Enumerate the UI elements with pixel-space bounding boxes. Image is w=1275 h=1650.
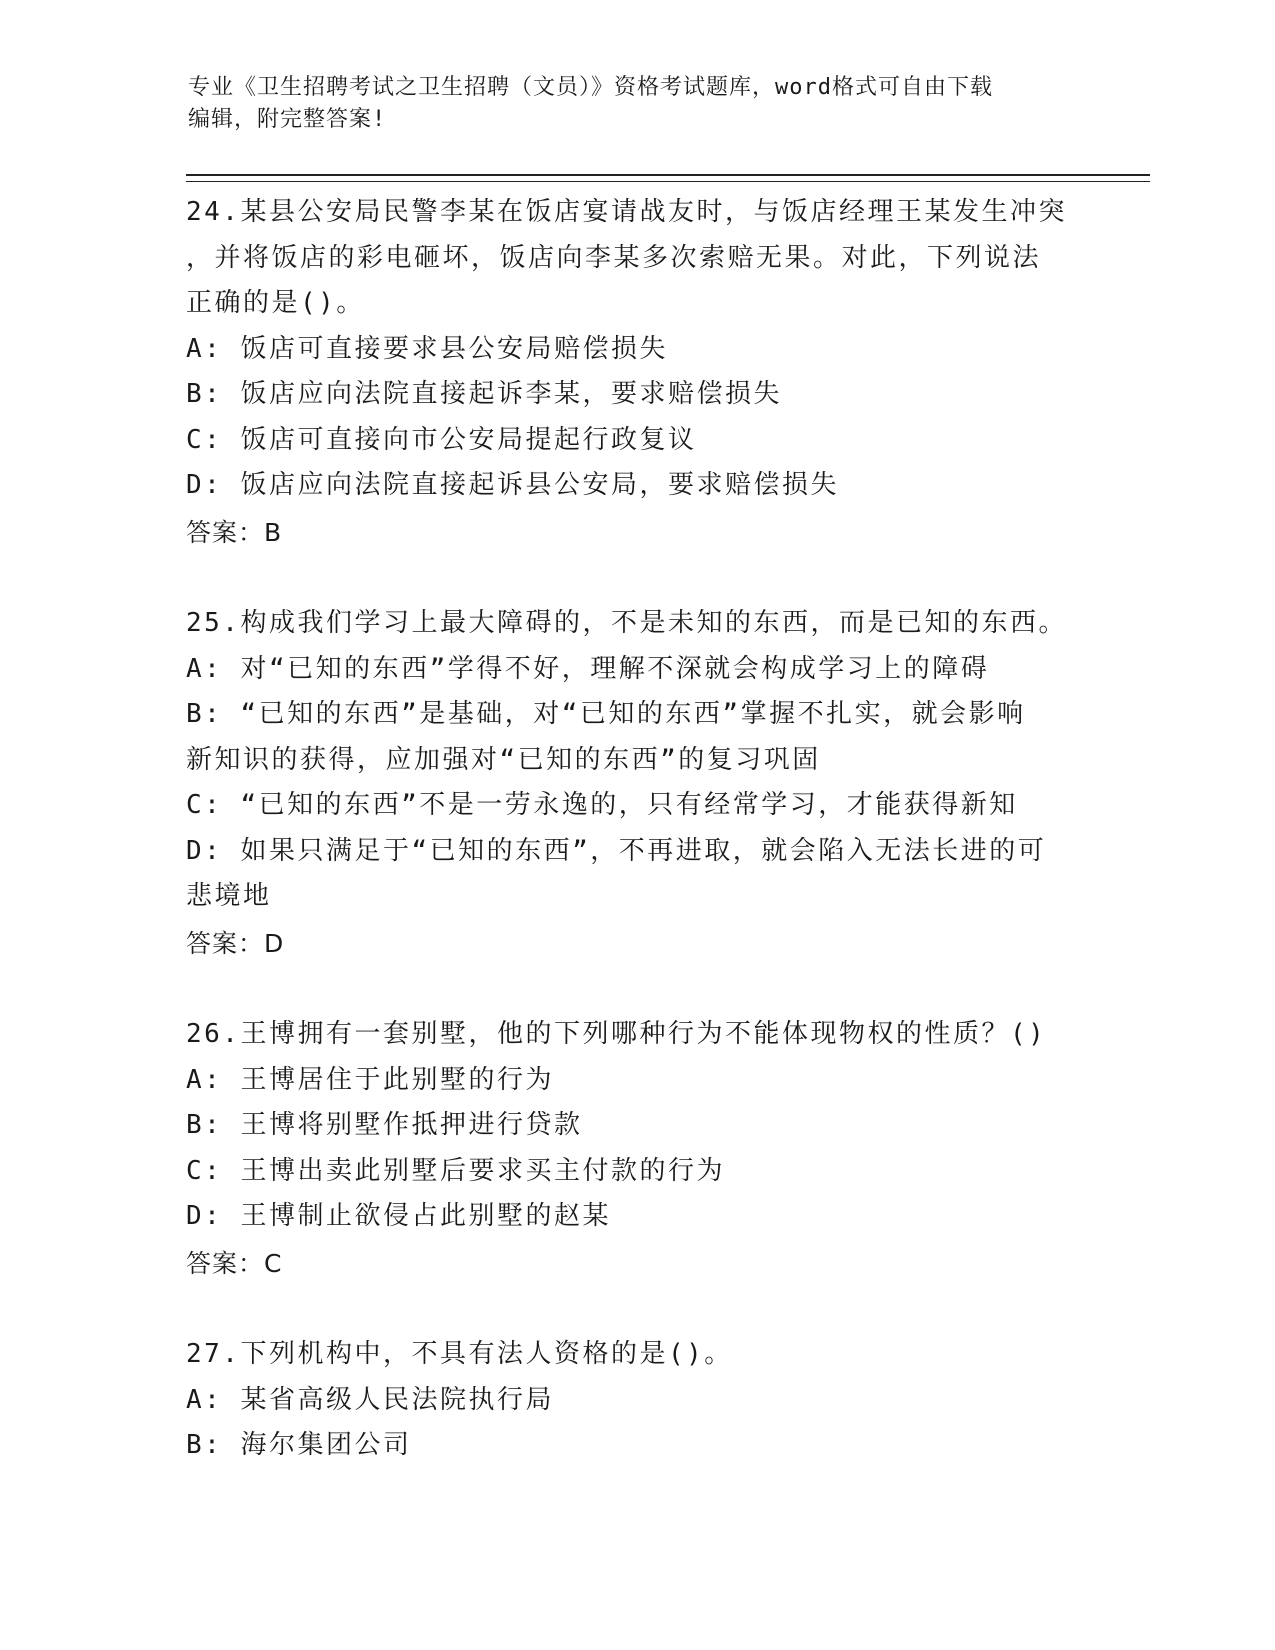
answer-option <box>186 647 1086 693</box>
option-text-line: 悲境地 <box>186 881 272 911</box>
option-text-line: A: 对“已知的东西”学得不好，理解不深就会构成学习上的障碍 <box>186 653 990 684</box>
answer-option <box>186 1103 1086 1149</box>
option-text-line: B: 饭店应向法院直接起诉李某，要求赔偿损失 <box>186 379 782 409</box>
option-text-line: A: 王博居住于此别墅的行为 <box>186 1064 554 1095</box>
option-text-line: B: 海尔集团公司 <box>186 1430 412 1460</box>
question-block <box>186 601 1086 966</box>
answer-option <box>186 418 1086 464</box>
answer-option <box>186 1194 1086 1240</box>
question-block <box>186 190 1086 555</box>
answer-option <box>186 327 1086 373</box>
option-text-line: D: 饭店应向法院直接起诉县公安局，要求赔偿损失 <box>186 470 839 500</box>
header-line-1: 专业《卫生招聘考试之卫生招聘（文员）》资格考试题库，word格式可自由下载 <box>188 75 993 100</box>
document-header <box>188 72 1088 136</box>
option-text-line: A: 饭店可直接要求县公安局赔偿损失 <box>186 333 668 364</box>
answer-option <box>186 783 1086 829</box>
answer-key: 答案：D <box>186 928 285 958</box>
answer-key: 答案：C <box>186 1248 283 1278</box>
question-text-line: 27.下列机构中，不具有法人资格的是()。 <box>186 1339 733 1369</box>
question-text-line: 24.某县公安局民警李某在饭店宴请战友时，与饭店经理王某发生冲突 <box>186 197 1067 227</box>
question-block <box>186 1332 1086 1469</box>
option-text-line: C: “已知的东西”不是一劳永逸的，只有经常学习，才能获得新知 <box>186 790 1018 820</box>
option-text-line: D: 如果只满足于“已知的东西”，不再进取，就会陷入无法长进的可 <box>186 835 1047 866</box>
answer-option <box>186 1058 1086 1104</box>
option-text-line: B: 王博将别墅作抵押进行贷款 <box>186 1110 583 1140</box>
answer-option <box>186 829 1086 920</box>
option-text-line: 新知识的获得，应加强对“已知的东西”的复习巩固 <box>186 744 821 775</box>
question-text-line: 正确的是()。 <box>186 288 365 318</box>
option-text-line: B: “已知的东西”是基础，对“已知的东西”掌握不扎实，就会影响 <box>186 699 1026 729</box>
option-text-line: C: 王博出卖此别墅后要求买主付款的行为 <box>186 1155 725 1186</box>
question-text-line: 25.构成我们学习上最大障碍的，不是未知的东西，而是已知的东西。 <box>186 608 1067 638</box>
answer-option <box>186 463 1086 509</box>
answer-option <box>186 1423 1086 1469</box>
header-line-2: 编辑，附完整答案! <box>188 107 387 132</box>
answer-option <box>186 1378 1086 1424</box>
header-divider-thick <box>186 174 1150 176</box>
option-text-line: A: 某省高级人民法院执行局 <box>186 1384 554 1415</box>
option-text-line: C: 饭店可直接向市公安局提起行政复议 <box>186 424 697 455</box>
question-text-line: ，并将饭店的彩电砸坏，饭店向李某多次索赔无果。对此，下列说法 <box>186 242 1042 273</box>
answer-key: 答案：B <box>186 517 283 547</box>
question-text-line: 26.王博拥有一套别墅，他的下列哪种行为不能体现物权的性质？() <box>186 1019 1047 1049</box>
question-block <box>186 1012 1086 1286</box>
answer-option <box>186 372 1086 418</box>
answer-option <box>186 692 1086 783</box>
question-list <box>186 190 1086 1515</box>
header-divider-thin <box>186 181 1150 182</box>
option-text-line: D: 王博制止欲侵占此别墅的赵某 <box>186 1201 611 1231</box>
answer-option <box>186 1149 1086 1195</box>
